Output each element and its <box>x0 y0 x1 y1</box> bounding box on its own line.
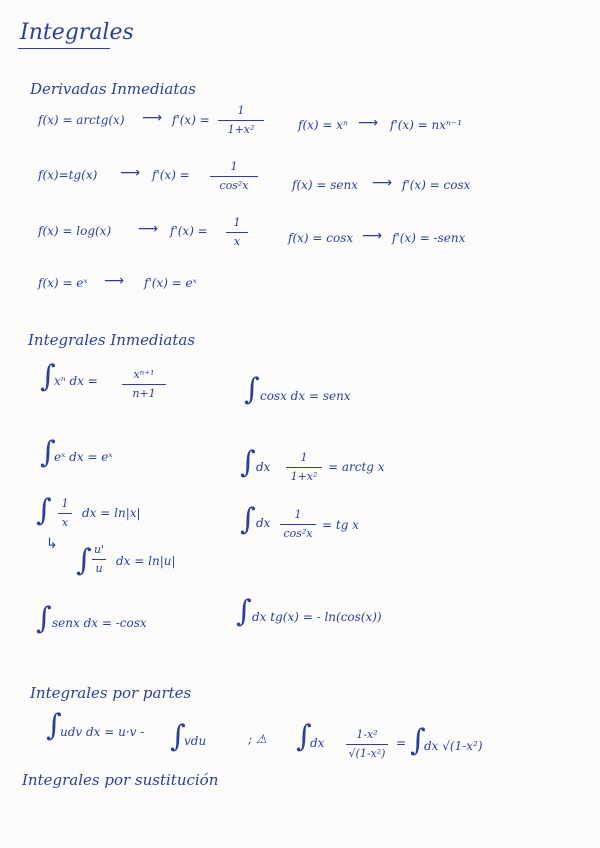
integral-1-den: n+1 <box>132 387 156 400</box>
fraction-bar <box>122 384 166 385</box>
arrow-icon: ⟶ <box>362 228 383 244</box>
deriv-4-rhs: f'(x) = cosx <box>402 178 471 192</box>
integral-sign-icon: ∫ <box>410 723 426 758</box>
deriv-2-rhs: f'(x) = nxⁿ⁻¹ <box>390 118 463 132</box>
partes-2-rhs: dx √(1-x²) <box>424 739 483 753</box>
deriv-3-lhs: f(x)=tg(x) <box>38 168 98 182</box>
integral-6-den: cos²x <box>283 527 313 540</box>
partes-2-body: dx <box>310 736 325 750</box>
arrow-icon: ⟶ <box>142 110 163 126</box>
partes-2-mark: ; ⚠ <box>248 732 267 746</box>
fraction-bar <box>210 176 258 177</box>
section-partes: Integrales por partes <box>30 684 192 702</box>
deriv-7-lhs: f(x) = eˣ <box>38 276 88 290</box>
integral-sign-icon: ∫ <box>36 601 52 636</box>
deriv-1-lhs: f(x) = arctg(x) <box>38 113 125 127</box>
deriv-5-rhs: f'(x) = <box>170 224 208 238</box>
integral-sign-icon: ∫ <box>236 594 252 629</box>
integral-1-body: xⁿ dx = <box>54 374 98 388</box>
deriv-4-lhs: f(x) = senx <box>292 178 359 192</box>
deriv-7-rhs: f'(x) = eˣ <box>144 276 197 290</box>
integral-4-num: 1 <box>300 451 308 464</box>
fraction-bar <box>286 467 322 468</box>
integral-6-rhs: = tg x <box>322 518 359 532</box>
deriv-5-den: x <box>233 235 241 248</box>
fraction-bar <box>280 524 316 525</box>
deriv-1-fraction <box>218 104 264 137</box>
integral-sign-icon: ∫ <box>244 372 260 407</box>
fraction-bar <box>58 513 72 514</box>
deriv-5-num: 1 <box>233 216 241 229</box>
deriv-3-num: 1 <box>230 160 238 173</box>
partes-2-fraction <box>346 728 388 761</box>
integral-5-num: 1 <box>61 497 69 510</box>
integral-5-rhs: dx = ln|x| <box>82 506 141 520</box>
deriv-6-lhs: f(x) = cosx <box>288 231 354 245</box>
integral-1-fraction <box>122 368 166 401</box>
integral-sign-icon: ∫ <box>240 502 256 537</box>
partes-2-den: √(1-x²) <box>348 747 386 760</box>
deriv-3-rhs: f'(x) = <box>152 168 190 182</box>
integral-5-fraction <box>58 497 72 530</box>
integral-5-den: x <box>61 516 69 529</box>
partes-2-num: 1-x² <box>356 728 378 741</box>
deriv-3-den: cos²x <box>219 179 249 192</box>
integral-6-fraction <box>280 508 316 541</box>
fraction-bar <box>218 120 264 121</box>
partes-2-eq: = <box>396 736 407 750</box>
fraction-bar <box>226 232 248 233</box>
integral-sign-icon: ∫ <box>240 445 256 480</box>
integral-sign-icon: ∫ <box>40 359 56 394</box>
arrow-icon: ⟶ <box>104 273 125 289</box>
integral-7-num: u' <box>93 543 105 556</box>
integral-7-fraction <box>92 543 106 576</box>
integral-7-den: u <box>95 562 103 575</box>
deriv-1-num: 1 <box>237 104 245 117</box>
page-title: Integrales <box>20 20 134 45</box>
fraction-bar <box>92 559 106 560</box>
integral-sign-icon: ∫ <box>46 708 62 743</box>
partes-1-body: udv dx = u·v - <box>60 725 145 739</box>
deriv-5-fraction <box>226 216 248 249</box>
integral-sign-icon: ∫ <box>76 543 92 578</box>
arrow-icon: ⟶ <box>358 115 379 131</box>
deriv-1-rhs: f'(x) = <box>172 113 210 127</box>
integral-2-body: cosx dx = senx <box>260 389 351 403</box>
integral-6-body: dx <box>256 516 271 530</box>
section-sustitucion: Integrales por sustitución <box>22 771 219 789</box>
integral-4-den: 1+x² <box>290 470 318 483</box>
arrow-icon: ⟶ <box>372 175 393 191</box>
arrow-icon: ⟶ <box>138 221 159 237</box>
integral-sign-icon: ∫ <box>170 719 186 754</box>
integral-sign-icon: ∫ <box>296 719 312 754</box>
arrow-icon: ⟶ <box>120 165 141 181</box>
deriv-5-lhs: f(x) = log(x) <box>38 224 112 238</box>
deriv-2-lhs: f(x) = xⁿ <box>298 118 348 132</box>
integral-1-num: xⁿ⁺¹ <box>133 368 155 381</box>
integral-4-rhs: = arctg x <box>328 460 385 474</box>
integral-8-body: senx dx = -cosx <box>52 616 147 630</box>
section-derivadas: Derivadas Inmediatas <box>30 80 196 98</box>
section-integrales: Integrales Inmediatas <box>28 331 196 349</box>
integral-sign-icon: ∫ <box>36 493 52 528</box>
integral-4-body: dx <box>256 460 271 474</box>
deriv-6-rhs: f'(x) = -senx <box>392 231 466 245</box>
integral-9-body: dx tg(x) = - ln(cos(x)) <box>252 610 382 624</box>
deriv-3-fraction <box>210 160 258 193</box>
partes-1-tail: vdu <box>184 734 207 748</box>
integral-sign-icon: ∫ <box>40 435 56 470</box>
integral-6-num: 1 <box>294 508 302 521</box>
deriv-1-den: 1+x² <box>227 123 255 136</box>
integral-4-fraction <box>286 451 322 484</box>
integral-7-rhs: dx = ln|u| <box>116 554 176 568</box>
title-underline <box>18 48 110 49</box>
fraction-bar <box>346 744 388 745</box>
curved-arrow-icon: ↳ <box>46 536 58 552</box>
integral-3-body: eˣ dx = eˣ <box>54 450 113 464</box>
